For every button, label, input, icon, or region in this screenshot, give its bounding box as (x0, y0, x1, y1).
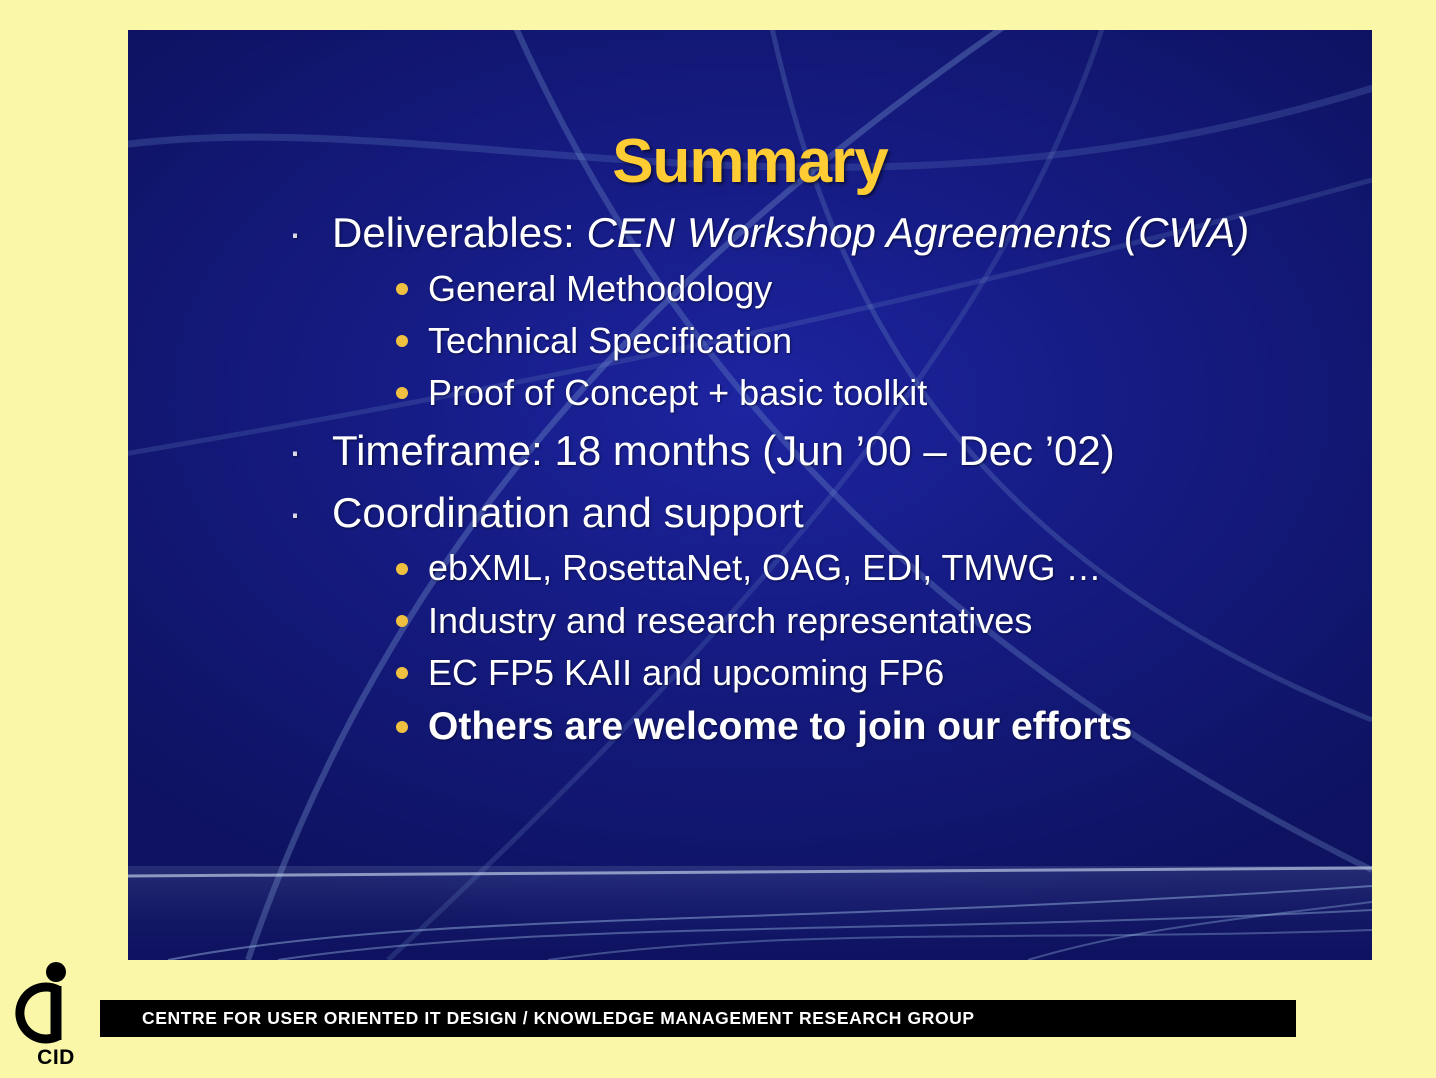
sub-bullet-label: EC FP5 KAII and upcoming FP6 (428, 651, 945, 693)
cid-logo-label: CID (37, 1046, 75, 1069)
bullet-coordination (280, 483, 1372, 756)
dot-bullet-icon (396, 667, 408, 679)
dot-bullet-icon (396, 387, 408, 399)
bullet-deliverables-emphasis: CEN Workshop Agreements (CWA) (586, 209, 1250, 256)
bullet-timeframe-label: Timeframe: 18 months (Jun ’00 – Dec ’02) (332, 427, 1115, 475)
bullet-marker-icon: · (288, 209, 302, 256)
slide-title: Summary (612, 127, 888, 196)
bullet-marker-icon: · (288, 427, 302, 475)
cid-logo-icon (14, 960, 98, 1046)
sub-bullet-technical-specification (394, 315, 1372, 367)
dot-bullet-icon (396, 563, 408, 575)
sub-bullet-label: Industry and research representatives (428, 599, 1033, 641)
sub-bullet-standards-bodies (394, 542, 1372, 594)
footer-bar (100, 1000, 1296, 1037)
slide-canvas (128, 30, 1372, 960)
sub-bullet-label: Technical Specification (428, 319, 793, 361)
cid-logo (14, 960, 98, 1068)
bullet-deliverables (280, 203, 1372, 419)
bullet-marker-icon: · (288, 488, 302, 536)
slide-bullet-list (128, 203, 1372, 756)
sub-bullet-ec-fp5-fp6 (394, 647, 1372, 699)
dot-bullet-icon (396, 721, 408, 733)
footer-text: CENTRE FOR USER ORIENTED IT DESIGN / KNOWLEDGE MANAGEMENT RESEARCH GROUP (142, 1008, 975, 1028)
sub-bullet-industry-research (394, 595, 1372, 647)
sub-list-coordination (332, 542, 1372, 755)
sub-bullet-proof-of-concept (394, 367, 1372, 419)
sub-bullet-label: ebXML, RosettaNet, OAG, EDI, TMWG … (428, 547, 1102, 589)
sub-bullet-others-welcome (394, 699, 1372, 756)
sub-bullet-general-methodology (394, 263, 1372, 315)
sub-bullet-label: Proof of Concept + basic toolkit (428, 372, 928, 413)
dot-bullet-icon (396, 335, 408, 347)
sub-bullet-label: General Methodology (428, 267, 773, 309)
dot-bullet-icon (396, 615, 408, 627)
bullet-coordination-label: Coordination and support (332, 488, 804, 536)
dot-bullet-icon (396, 283, 408, 295)
bullet-timeframe (280, 421, 1372, 481)
sub-list-deliverables (332, 263, 1372, 420)
bullet-deliverables-label: Deliverables: (332, 209, 587, 256)
sub-bullet-label: Others are welcome to join our efforts (428, 705, 1133, 748)
